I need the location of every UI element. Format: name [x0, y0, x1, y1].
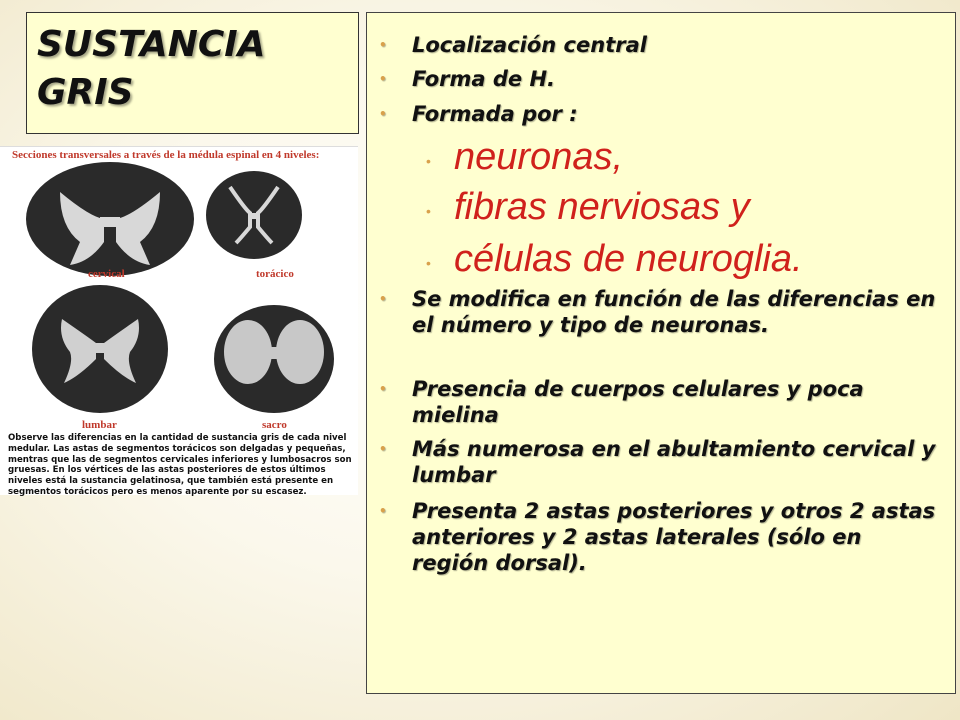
label-sacro: sacro	[262, 419, 287, 431]
sacral-section	[214, 305, 334, 413]
bullet-item	[426, 134, 934, 180]
bullet-dot-icon: •	[379, 107, 387, 121]
bullet-dot-icon: •	[379, 292, 387, 306]
bullet-item	[426, 236, 934, 282]
bullet-dot-icon: •	[379, 72, 387, 86]
bullet-dot-icon: •	[426, 153, 431, 169]
bullet-item	[379, 32, 942, 58]
title-line-1: SUSTANCIA	[37, 24, 266, 65]
lumbar-section	[32, 285, 168, 413]
bullet-text: Presencia de cuerpos celulares y poca mielina	[412, 377, 864, 427]
title-line-2: GRIS	[37, 72, 134, 113]
cervical-section	[26, 162, 194, 276]
bullet-text: Más numerosa en el abultamiento cervical y lumbar	[412, 437, 936, 487]
bullet-item	[379, 376, 940, 428]
bullet-text: neuronas,	[454, 136, 624, 178]
bullet-item	[379, 286, 940, 338]
bullet-item	[379, 436, 940, 488]
label-toracico: torácico	[256, 268, 294, 280]
bullet-dot-icon: •	[426, 255, 431, 271]
figure-title: Secciones transversales a través de la médula espinal en 4 niveles:	[12, 149, 320, 161]
title-box	[26, 12, 359, 134]
thoracic-section	[206, 171, 302, 259]
slide-title	[37, 21, 347, 117]
bullet-item	[426, 184, 934, 230]
bullet-text: células de neuroglia.	[454, 238, 803, 280]
figure-caption: Observe las diferencias en la cantidad de sustancia gris de cada nivel medular. Las astas de segmentos torácicos son delgadas y pequeñas, mentras que las de segmentos cervicales inferiores y lumbosacros son gruesas. En los vértices de las astas posteriores de estos últimos niveles está la sustancia gelatinosa, que también está presente en segmentos torácicos pero es menos aparente por su escasez.	[8, 433, 352, 497]
bullet-text: Localización central	[412, 33, 647, 57]
bullet-text: Presenta 2 astas posteriores y otros 2 astas anteriores y 2 astas laterales (sólo en región dorsal).	[412, 499, 936, 575]
bullet-dot-icon: •	[379, 382, 387, 396]
bullet-item	[379, 101, 942, 127]
label-cervical: cervical	[88, 268, 125, 280]
bullet-item	[379, 498, 940, 576]
bullet-item	[379, 66, 942, 92]
bullet-dot-icon: •	[379, 38, 387, 52]
bullet-dot-icon: •	[426, 203, 431, 219]
bullet-dot-icon: •	[379, 504, 387, 518]
bullet-text: Formada por :	[412, 102, 578, 126]
spinal-sections-image	[0, 147, 358, 433]
spinal-cord-sections-figure	[0, 146, 358, 495]
bullet-dot-icon: •	[379, 442, 387, 456]
bullet-text: fibras nerviosas y	[454, 186, 750, 228]
bullet-text: Se modifica en función de las diferencias en el número y tipo de neuronas.	[412, 287, 936, 337]
bullet-text: Forma de H.	[412, 67, 556, 91]
label-lumbar: lumbar	[82, 419, 117, 431]
